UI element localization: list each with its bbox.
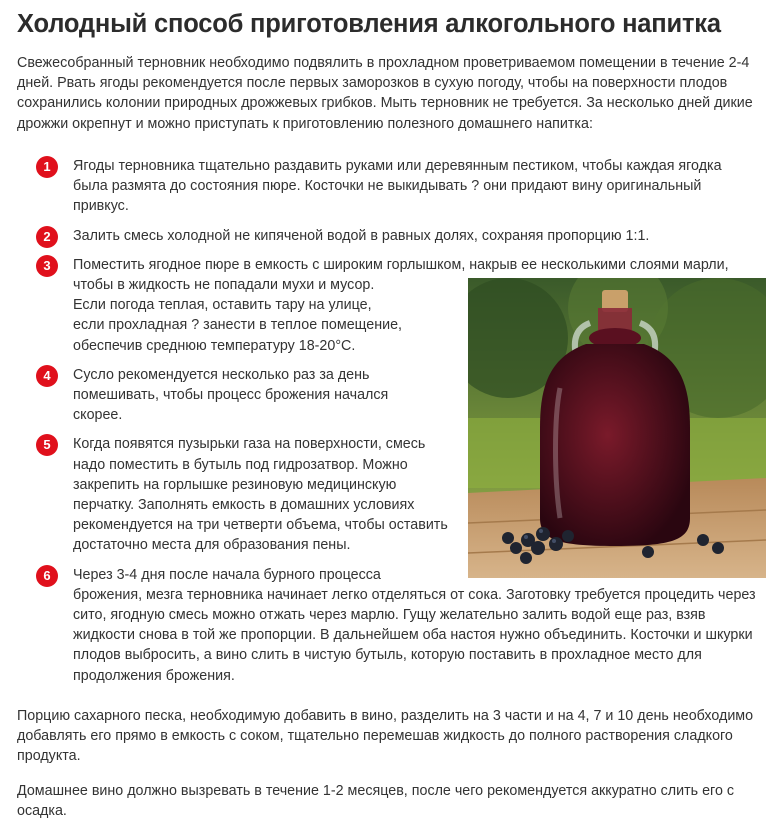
step-number-badge: 4 bbox=[36, 365, 58, 387]
step-text-line: Через 3-4 дня после начала бурного процесса bbox=[73, 566, 381, 583]
step-text: Ягоды терновника тщательно раздавить руками или деревянным пестиком, чтобы каждая ягодка была размята до состояния пюре. Косточки не выкидывать ? они придают вину оригинальный привкус. bbox=[73, 158, 722, 215]
step-item bbox=[36, 156, 752, 217]
step-item bbox=[36, 226, 766, 246]
page-title: Холодный способ приготовления алкогольного напитка bbox=[17, 10, 721, 38]
outro-paragraph: Домашнее вино должно вызревать в течение 1-2 месяцев, после чего рекомендуется аккуратно слить его с осадка. bbox=[17, 783, 735, 820]
step-text: Когда появятся пузырьки газа на поверхности, смесь надо поместить в бутыль под гидрозатвор. Можно закрепить на горлышке резиновую медицинскую перчатку. Заполнять емкость в домашних условиях рекомендуется на три четверти объема, чтобы оставить достаточно места для образования пены. bbox=[73, 436, 448, 554]
outro-paragraph: Порцию сахарного песка, необходимую добавить в вино, разделить на 3 части и на 4, 7 и 10 день необходимо добавлять его прямо в емкость с соком, тщательно перемешав жидкость до полного растворения сладкого продукта. bbox=[17, 708, 754, 765]
wine-bottle-image-icon bbox=[468, 278, 766, 578]
step-number-badge: 6 bbox=[36, 565, 58, 587]
step-number-badge: 3 bbox=[36, 255, 58, 277]
intro-paragraph: Свежесобранный терновник необходимо подвялить в прохладном проветриваемом помещении в течение 2-4 дней. Рвать ягоды рекомендуется после первых заморозков в сухую погоду, чтобы на поверхности плодов сохранились колонии природных дрожжевых грибков. Мыть терновник не требуется. За несколько дней дикие дрожжи окрепнут и можно приступать к приготовлению полезного домашнего напитка: bbox=[17, 55, 753, 132]
step-text-line: Поместить ягодное пюре в емкость с широким горлышком, накрыв ее несколькими слоями марли, bbox=[73, 256, 729, 273]
step-number-badge: 1 bbox=[36, 156, 58, 178]
step-text: чтобы в жидкость не попадали мухи и мусор. Если погода теплая, оставить тару на улице, если прохладная ? занести в теплое помещение, обеспечив среднюю температуру 18-20°С. bbox=[73, 277, 403, 354]
step-number-badge: 2 bbox=[36, 226, 58, 248]
step-text: брожения, мезга терновника начинает легко отделяться от сока. Заготовку требуется процедить через сито, ягодную смесь можно отжать через марлю. Гущу желательно залить водой еще раз, взяв жидкости снова в той же пропорции. В дальнейшем оба настоя нужно объединить. Косточки и шкурки плодов выбросить, а вино слить в чистую бутыль, которую поставить в прохладное место для продолжения брожения. bbox=[73, 586, 756, 684]
step-text: Сусло рекомендуется несколько раз за день помешивать, чтобы процесс брожения начался скорее. bbox=[73, 366, 389, 424]
wine-bottle-photo bbox=[468, 278, 766, 578]
step-item bbox=[36, 565, 766, 686]
step-text: Залить смесь холодной не кипяченой водой в равных долях, сохраняя пропорцию 1:1. bbox=[73, 227, 650, 244]
step-number-badge: 5 bbox=[36, 434, 58, 456]
